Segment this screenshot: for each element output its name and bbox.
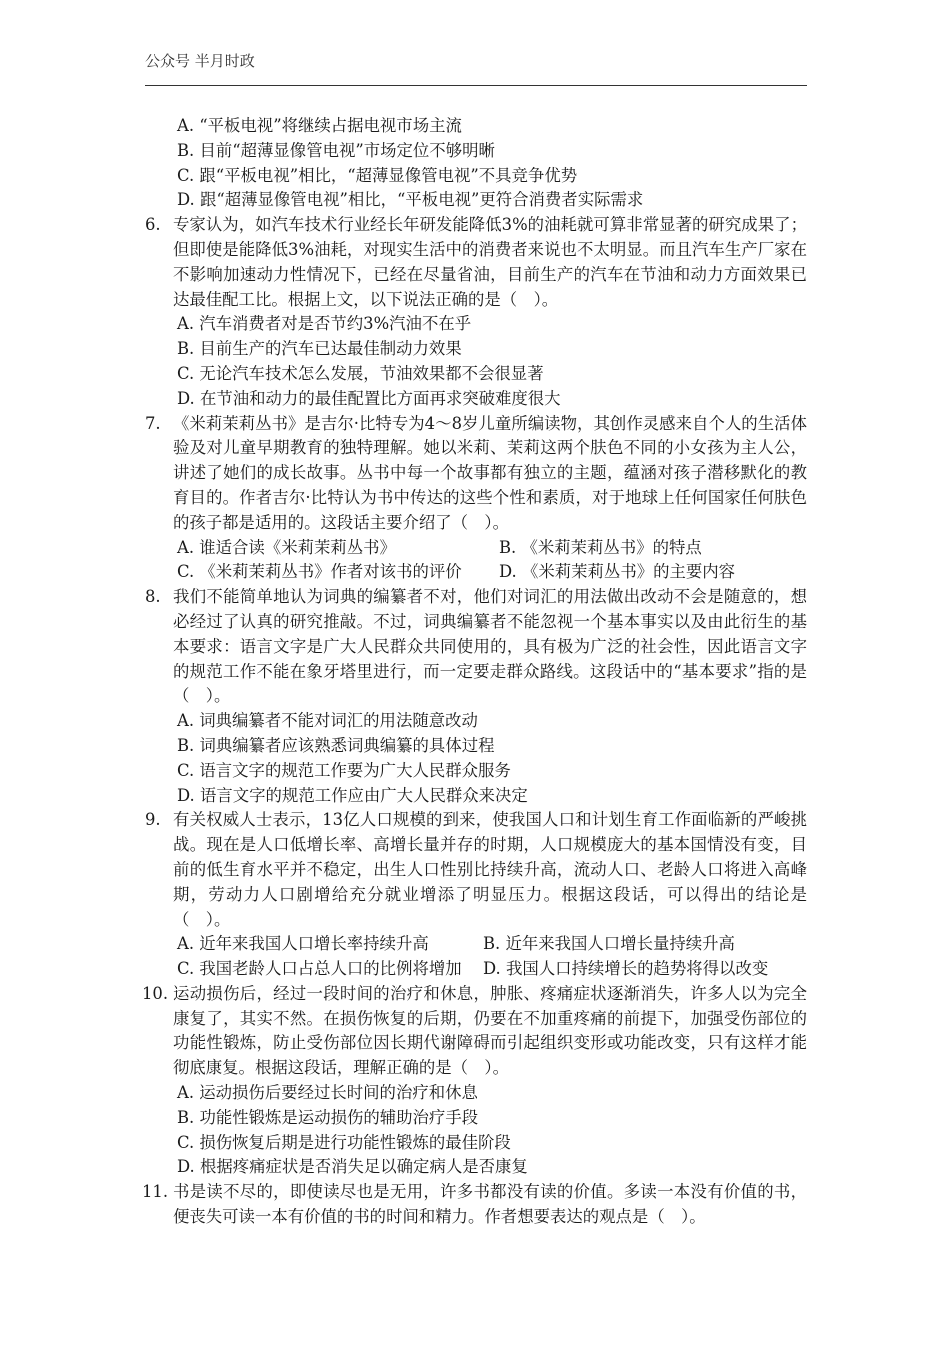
q10-option-b: B. 功能性锻炼是运动损伤的辅助治疗手段 (177, 1107, 479, 1127)
question-number: 6. (145, 215, 161, 235)
q7-options-row-1 (145, 536, 807, 561)
question-11 (142, 1180, 807, 1230)
question-number: 7. (145, 413, 161, 433)
question-text: 书是读不尽的，即使读尽也是无用，许多书都没有读的价值。多读一本没有价值的书，便丧失可读一本有价值的书的时间和精力。作者想要表达的观点是（ ）。 (173, 1182, 807, 1227)
question-number: 8. (145, 587, 161, 607)
question-text: 运动损伤后，经过一段时间的治疗和休息，肿胀、疼痛症状逐渐消失，许多人以为完全康复了，其实不然。在损伤恢复的后期，仍要在不加重疼痛的前提下，加强受伤部位的功能性锻炼，防止受伤部位因长期代谢障碍而引起组织变形或功能改变，只有这样才能彻底康复。根据这段话，理解正确的是（ ）。 (173, 983, 807, 1078)
q10-option-c: C. 损伤恢复后期是进行功能性锻炼的最佳阶段 (177, 1132, 511, 1152)
q6-option-b: B. 目前生产的汽车已达最佳制动力效果 (177, 339, 462, 359)
question-text: 我们不能简单地认为词典的编纂者不对，他们对词汇的用法做出改动不会是随意的，想必经过了认真的研究推敲。不过，词典编纂者不能忽视一个基本事实以及由此衍生的基本要求：语言文字是广大人民群众共同使用的，具有极为广泛的社会性，因此语言文字的规范工作不能在象牙塔里进行，而一定要走群众路线。这段话中的“基本要求”指的是（ ）。 (173, 587, 807, 706)
q9-option-b: B. 近年来我国人口增长量持续升高 (483, 934, 735, 954)
prev-option-d: D. 跟“超薄显像管电视”相比，“平板电视”更符合消费者实际需求 (177, 190, 644, 210)
q8-option-a: A. 词典编纂者不能对词汇的用法随意改动 (177, 711, 478, 731)
question-9 (145, 808, 807, 932)
q6-option-a: A. 汽车消费者对是否节约3%汽油不在乎 (177, 314, 472, 334)
q9-option-d: D. 我国人口持续增长的趋势将得以改变 (483, 959, 769, 979)
question-text: 专家认为，如汽车技术行业经长年研发能降低3%的油耗就可算非常显著的研究成果了；但即使是能降低3%油耗，对现实生活中的消费者来说也不太明显。而且汽车生产厂家在不影响加速动力性情况下，已经在尽量省油，目前生产的汽车在节油和动力方面效果已达最佳配工比。根据上文，以下说法正确的是（ ）。 (173, 215, 807, 309)
q9-option-c: C. 我国老龄人口占总人口的比例将增加 (177, 959, 462, 979)
header-divider (145, 85, 807, 86)
q9-options-row-2 (145, 957, 807, 982)
q9-option-a: A. 近年来我国人口增长率持续升高 (177, 934, 429, 954)
q8-option-d: D. 语言文字的规范工作应由广大人民群众来决定 (177, 785, 528, 805)
question-list (142, 114, 807, 1230)
q8-option-b: B. 词典编纂者应该熟悉词典编纂的具体过程 (177, 735, 495, 755)
prev-option-b: B. 目前“超薄显像管电视”市场定位不够明晰 (177, 140, 495, 160)
question-text: 有关权威人士表示，13亿人口规模的到来，使我国人口和计划生育工作面临新的严峻挑战。现在是人口低增长率、高增长量并存的时期，人口规模庞大的基本国情没有变，目前的低生育水平并不稳定，出生人口性别比持续升高，流动人口、老龄人口将进入高峰期，劳动力人口剧增给充分就业增添了明显压力。根据这段话，可以得出的结论是（ ）。 (173, 810, 807, 929)
prev-option-c: C. 跟“平板电视”相比，“超薄显像管电视”不具竞争优势 (177, 165, 578, 185)
page-header: 公众号 半月时政 (145, 52, 255, 70)
question-6 (145, 213, 807, 312)
q6-option-c: C. 无论汽车技术怎么发展，节油效果都不会很显著 (177, 363, 544, 383)
question-number: 11. (142, 1182, 169, 1202)
q8-option-c: C. 语言文字的规范工作要为广大人民群众服务 (177, 760, 511, 780)
q6-option-d: D. 在节油和动力的最佳配置比方面再求突破难度很大 (177, 388, 561, 408)
q10-option-d: D. 根据疼痛症状是否消失足以确定病人是否康复 (177, 1157, 528, 1177)
q7-option-d: D. 《米莉茉莉丛书》的主要内容 (499, 562, 736, 582)
q7-option-c: C. 《米莉茉莉丛书》作者对该书的评价 (177, 562, 462, 582)
question-7 (145, 412, 807, 536)
q7-option-a: A. 谁适合读《米莉茉莉丛书》 (177, 537, 396, 557)
q9-options-row-1 (145, 932, 807, 957)
question-number: 10. (142, 983, 169, 1003)
prev-option-a: A. “平板电视”将继续占据电视市场主流 (177, 116, 462, 135)
question-number: 9. (145, 810, 161, 830)
q7-option-b: B. 《米莉茉莉丛书》的特点 (499, 537, 702, 557)
q7-options-row-2 (145, 560, 807, 585)
question-text: 《米莉茉莉丛书》是吉尔·比特专为4～8岁儿童所编读物，其创作灵感来自个人的生活体验及对儿童早期教育的独特理解。她以米莉、茉莉这两个肤色不同的小女孩为主人公，讲述了她们的成长故事。丛书中每一个故事都有独立的主题，蕴涵对孩子潜移默化的教育目的。作者吉尔·比特认为书中传达的这些个性和素质，对于地球上任何国家任何肤色的孩子都是适用的。这段话主要介绍了（ ）。 (173, 413, 807, 532)
q10-option-a: A. 运动损伤后要经过长时间的治疗和休息 (177, 1083, 478, 1103)
question-8 (145, 585, 807, 709)
question-10 (142, 982, 807, 1081)
